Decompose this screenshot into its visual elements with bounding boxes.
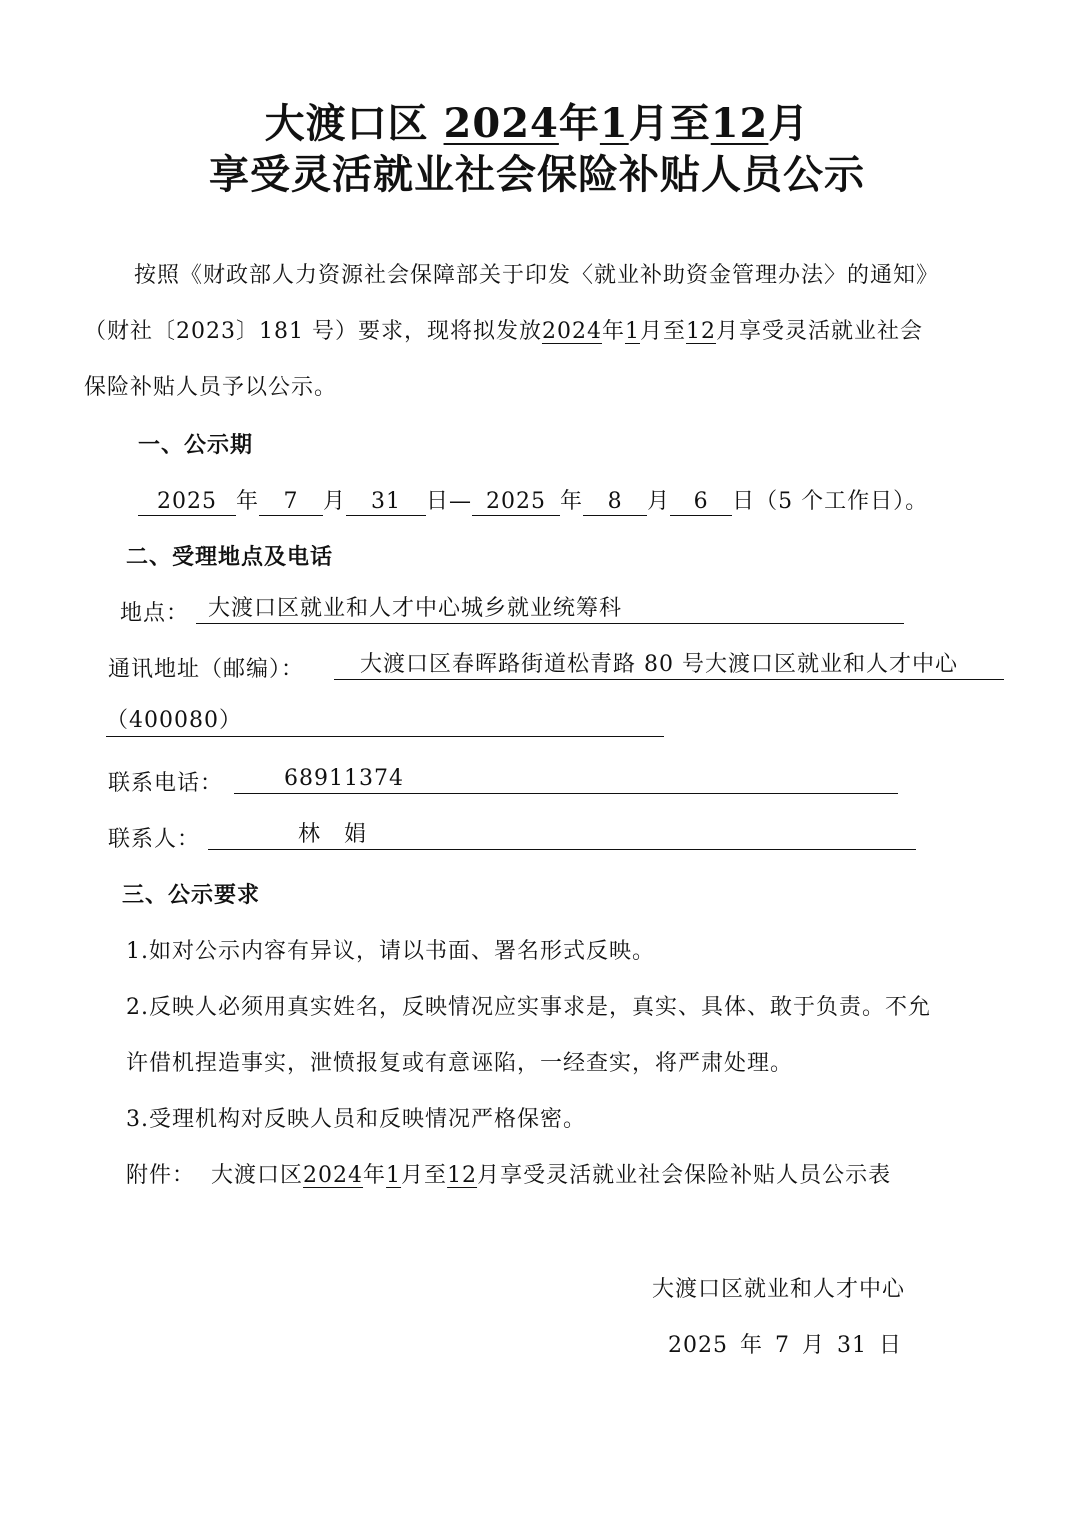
end-year-unit: 年 — [560, 489, 584, 514]
intro-line2-text-c: 月至 — [640, 319, 687, 344]
intro-line2 — [84, 314, 923, 345]
page-title-line2: 享受灵活就业社会保险补贴人员公示 — [209, 151, 865, 198]
attachment-year: 2024 — [303, 1163, 364, 1188]
address-label: 通讯地址（邮编）： — [108, 657, 305, 682]
attachment-month-start: 1 — [386, 1163, 402, 1188]
location-label: 地点： — [120, 601, 190, 626]
intro-line2-text-d: 月享受灵活就业社会 — [716, 319, 924, 344]
requirement-2-line2: 许借机捏造事实，泄愤报复或有意诬陷，一经查实，将严肃处理。 — [126, 1051, 794, 1076]
range-separator: 日— — [426, 489, 473, 514]
attachment-month-mid: 月至 — [401, 1163, 448, 1188]
title-month-end: 12 — [710, 100, 769, 147]
end-day: 6 — [670, 489, 732, 516]
intro-line2-text-a: （财社〔2023〕181 号）要求，现将拟发放 — [84, 319, 542, 344]
attachment-year-unit: 年 — [363, 1163, 387, 1188]
postcode-value: （400080） — [106, 706, 664, 737]
signature-date: 2025 年 7 月 31 日 — [668, 1333, 902, 1358]
title-year: 2024 — [443, 100, 559, 147]
intro-line2-text-b: 年 — [601, 319, 625, 344]
start-year-unit: 年 — [236, 489, 260, 514]
intro-line3: 保险补贴人员予以公示。 — [84, 375, 338, 400]
notice-period — [138, 484, 928, 516]
intro-month-start: 1 — [625, 319, 640, 344]
attachment-prefix: 大渡口区 — [211, 1163, 304, 1188]
contact-value: 林 娟 — [208, 820, 916, 850]
title-month-suffix: 月 — [768, 100, 810, 147]
attachment-line — [126, 1158, 891, 1189]
location-value: 大渡口区就业和人才中心城乡就业统筹科 — [196, 594, 904, 624]
title-month-start: 1 — [599, 100, 629, 147]
title-year-unit: 年 — [558, 100, 600, 147]
start-month-unit: 月 — [323, 489, 347, 514]
intro-year: 2024 — [541, 319, 602, 344]
signature-org: 大渡口区就业和人才中心 — [652, 1277, 906, 1302]
requirement-1: 1.如对公示内容有异议，请以书面、署名形式反映。 — [126, 939, 655, 964]
section2-heading: 二、受理地点及电话 — [126, 545, 334, 570]
intro-line1: 按照《财政部人力资源社会保障部关于印发〈就业补助资金管理办法〉的通知》 — [134, 263, 940, 288]
end-month: 8 — [583, 489, 647, 516]
address-value: 大渡口区春晖路街道松青路 80 号大渡口区就业和人才中心 — [334, 650, 1004, 680]
page-title-line1 — [0, 92, 1074, 149]
title-month-mid: 月至 — [628, 100, 711, 147]
end-month-unit: 月 — [647, 489, 671, 514]
start-month: 7 — [259, 489, 323, 516]
period-suffix: 日（5 个工作日）。 — [732, 489, 929, 514]
end-year: 2025 — [472, 489, 560, 516]
phone-label: 联系电话： — [108, 771, 224, 796]
start-year: 2025 — [138, 489, 236, 516]
attachment-suffix: 月享受灵活就业社会保险补贴人员公示表 — [477, 1163, 892, 1188]
attachment-month-end: 12 — [447, 1163, 478, 1188]
start-day: 31 — [346, 489, 426, 516]
section1-heading: 一、公示期 — [138, 433, 254, 458]
requirement-2-line1: 2.反映人必须用真实姓名，反映情况应实事求是，真实、具体、敢于负责。不允 — [126, 995, 931, 1020]
attachment-label: 附件： — [126, 1163, 196, 1188]
contact-label: 联系人： — [108, 827, 201, 852]
section3-heading: 三、公示要求 — [122, 883, 261, 908]
intro-month-end: 12 — [686, 319, 717, 344]
requirement-3: 3.受理机构对反映人员和反映情况严格保密。 — [126, 1107, 586, 1132]
phone-value: 68911374 — [234, 764, 898, 794]
title-prefix: 大渡口区 — [264, 100, 444, 147]
